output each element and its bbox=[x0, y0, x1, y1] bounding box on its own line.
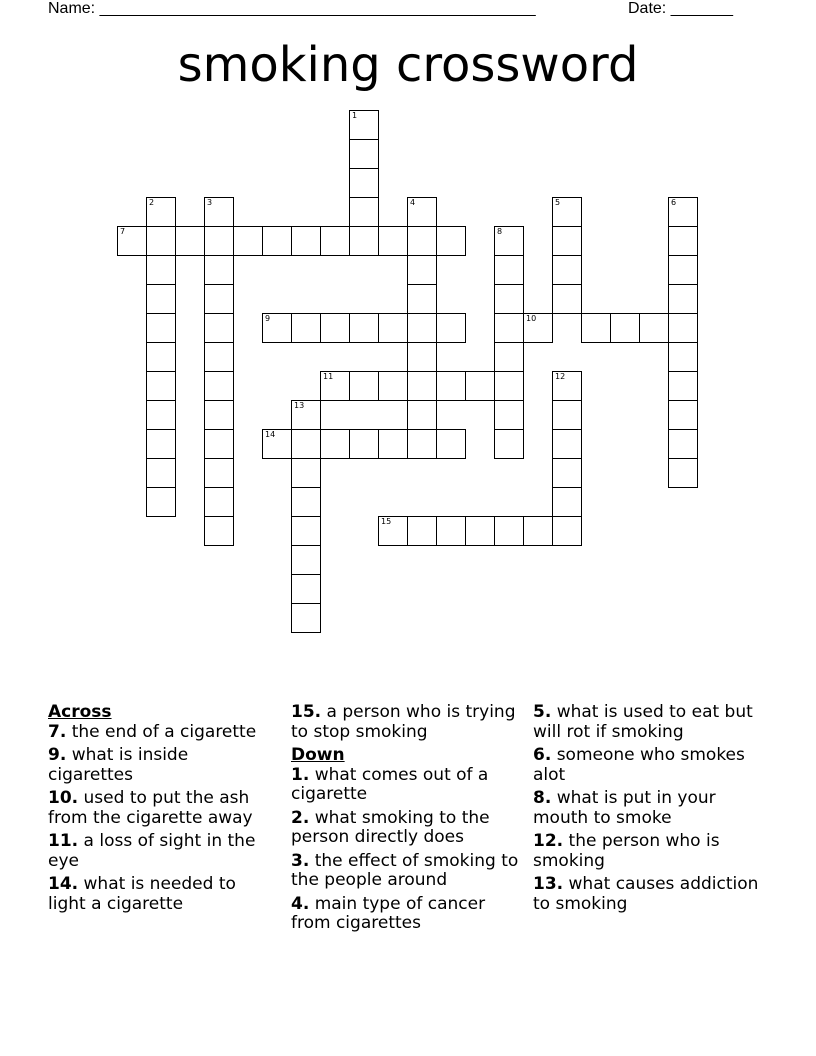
crossword-cell[interactable] bbox=[204, 429, 234, 459]
clue-text: what causes addiction to smoking bbox=[533, 874, 759, 914]
crossword-cell[interactable] bbox=[291, 516, 321, 546]
crossword-cell[interactable] bbox=[378, 313, 408, 343]
crossword-cell[interactable] bbox=[494, 342, 524, 372]
date-label: Date: bbox=[628, 0, 667, 17]
crossword-cell[interactable] bbox=[204, 516, 234, 546]
crossword-cell[interactable] bbox=[204, 197, 234, 227]
crossword-cell[interactable] bbox=[349, 197, 379, 227]
crossword-cell[interactable] bbox=[407, 284, 437, 314]
crossword-cell[interactable] bbox=[204, 313, 234, 343]
crossword-cell[interactable] bbox=[378, 516, 408, 546]
crossword-cell[interactable] bbox=[407, 197, 437, 227]
crossword-cell[interactable] bbox=[494, 284, 524, 314]
clue-text: used to put the ash from the cigarette away bbox=[48, 788, 253, 828]
clue-number-label: 10. bbox=[48, 788, 79, 808]
crossword-cell[interactable] bbox=[378, 429, 408, 459]
crossword-cell[interactable] bbox=[436, 313, 466, 343]
crossword-cell[interactable] bbox=[552, 284, 582, 314]
crossword-cell[interactable] bbox=[552, 458, 582, 488]
crossword-cell[interactable] bbox=[407, 342, 437, 372]
clue bbox=[533, 789, 763, 828]
clue-number-label: 9. bbox=[48, 745, 67, 765]
across-clue-list bbox=[48, 723, 278, 915]
crossword-cell[interactable] bbox=[523, 516, 553, 546]
name-line[interactable]: _________________________________________________ bbox=[99, 0, 536, 17]
clue-number-label: 5. bbox=[533, 702, 552, 722]
crossword-cell[interactable] bbox=[523, 313, 553, 343]
crossword-cell[interactable] bbox=[610, 313, 640, 343]
across-clue-list-cont bbox=[291, 703, 521, 742]
crossword-cell[interactable] bbox=[465, 371, 495, 401]
clue-text: the person who is smoking bbox=[533, 831, 720, 871]
crossword-cell[interactable] bbox=[204, 371, 234, 401]
crossword-cell[interactable] bbox=[494, 429, 524, 459]
crossword-cell[interactable] bbox=[668, 371, 698, 401]
clue bbox=[291, 852, 521, 891]
crossword-cell[interactable] bbox=[204, 400, 234, 430]
clue bbox=[48, 789, 278, 828]
clue-number-label: 13. bbox=[533, 874, 564, 894]
crossword-cell[interactable] bbox=[349, 226, 379, 256]
clue-number: 4 bbox=[410, 198, 416, 207]
crossword-cell[interactable] bbox=[436, 226, 466, 256]
crossword-cell[interactable] bbox=[204, 284, 234, 314]
crossword-cell[interactable] bbox=[204, 458, 234, 488]
crossword-cell[interactable] bbox=[436, 429, 466, 459]
name-label: Name: bbox=[48, 0, 96, 17]
crossword-cell[interactable] bbox=[668, 400, 698, 430]
clue-number: 11 bbox=[323, 372, 334, 381]
clue bbox=[533, 703, 763, 742]
crossword-cell[interactable] bbox=[349, 371, 379, 401]
clue bbox=[48, 832, 278, 871]
crossword-cell[interactable] bbox=[552, 197, 582, 227]
crossword-cell[interactable] bbox=[146, 400, 176, 430]
clue-text: the effect of smoking to the people around bbox=[291, 850, 519, 890]
date-line[interactable]: _______ bbox=[670, 0, 733, 17]
crossword-cell[interactable] bbox=[378, 226, 408, 256]
clue-number-label: 7. bbox=[48, 721, 67, 742]
page-title: smoking crossword bbox=[177, 37, 639, 93]
clue-number: 7 bbox=[120, 227, 126, 236]
clue-text: someone who smokes alot bbox=[533, 745, 745, 785]
crossword-cell[interactable] bbox=[146, 313, 176, 343]
across-heading: Across bbox=[48, 702, 112, 722]
clue bbox=[291, 895, 521, 934]
crossword-cell[interactable] bbox=[146, 487, 176, 517]
crossword-cell[interactable] bbox=[436, 516, 466, 546]
crossword-cell[interactable] bbox=[407, 516, 437, 546]
crossword-cell[interactable] bbox=[291, 226, 321, 256]
clue-number-label: 4. bbox=[291, 893, 310, 914]
crossword-cell[interactable] bbox=[465, 516, 495, 546]
crossword-cell[interactable] bbox=[494, 516, 524, 546]
clue-number-label: 2. bbox=[291, 807, 310, 828]
crossword-cell[interactable] bbox=[436, 371, 466, 401]
crossword-cell[interactable] bbox=[146, 429, 176, 459]
crossword-cell[interactable] bbox=[204, 255, 234, 285]
crossword-cell[interactable] bbox=[407, 371, 437, 401]
clue bbox=[291, 703, 521, 742]
crossword-cell[interactable] bbox=[349, 168, 379, 198]
crossword-cell[interactable] bbox=[668, 284, 698, 314]
clue-number: 12 bbox=[555, 372, 566, 381]
crossword-cell[interactable] bbox=[639, 313, 669, 343]
clue-text: what is inside cigarettes bbox=[48, 745, 189, 785]
crossword-cell[interactable] bbox=[146, 284, 176, 314]
clue-number-label: 6. bbox=[533, 745, 552, 765]
crossword-cell[interactable] bbox=[552, 516, 582, 546]
clue-number: 3 bbox=[207, 198, 213, 207]
crossword-cell[interactable] bbox=[233, 226, 263, 256]
clue-number-label: 11. bbox=[48, 831, 79, 851]
crossword-cell[interactable] bbox=[320, 226, 350, 256]
clue bbox=[533, 832, 763, 871]
clue-text: what is put in your mouth to smoke bbox=[533, 788, 716, 828]
clue-number: 2 bbox=[149, 198, 155, 207]
crossword-cell[interactable] bbox=[407, 313, 437, 343]
crossword-cell[interactable] bbox=[117, 226, 147, 256]
clue-number: 14 bbox=[265, 430, 276, 439]
clue-number: 6 bbox=[671, 198, 677, 207]
crossword-cell[interactable] bbox=[668, 255, 698, 285]
clues-column-3 bbox=[533, 703, 763, 918]
crossword-cell[interactable] bbox=[668, 458, 698, 488]
crossword-cell[interactable] bbox=[146, 458, 176, 488]
clue-text: what smoking to the person directly does bbox=[291, 807, 490, 847]
crossword-cell[interactable] bbox=[378, 371, 408, 401]
clue-number-label: 3. bbox=[291, 850, 310, 871]
crossword-cell[interactable] bbox=[668, 313, 698, 343]
clue bbox=[291, 809, 521, 848]
clues-column-2 bbox=[291, 703, 521, 938]
clue bbox=[533, 875, 763, 914]
crossword-cell[interactable] bbox=[668, 226, 698, 256]
crossword-cell[interactable] bbox=[668, 429, 698, 459]
crossword-cell[interactable] bbox=[552, 400, 582, 430]
crossword-cell[interactable] bbox=[291, 603, 321, 633]
crossword-cell[interactable] bbox=[291, 400, 321, 430]
crossword-cell[interactable] bbox=[204, 487, 234, 517]
clue-text: a loss of sight in the eye bbox=[48, 831, 256, 871]
crossword-cell[interactable] bbox=[349, 139, 379, 169]
crossword-cell[interactable] bbox=[349, 429, 379, 459]
crossword-cell[interactable] bbox=[668, 197, 698, 227]
clue-number-label: 8. bbox=[533, 788, 552, 808]
clue-text: a person who is trying to stop smoking bbox=[291, 702, 516, 742]
clue-number: 9 bbox=[265, 314, 271, 323]
crossword-cell[interactable] bbox=[349, 110, 379, 140]
crossword-cell[interactable] bbox=[146, 255, 176, 285]
crossword-cell[interactable] bbox=[407, 255, 437, 285]
crossword-cell[interactable] bbox=[175, 226, 205, 256]
clue bbox=[533, 746, 763, 785]
crossword-cell[interactable] bbox=[291, 313, 321, 343]
crossword-cell[interactable] bbox=[204, 342, 234, 372]
crossword-cell[interactable] bbox=[494, 313, 524, 343]
crossword-cell[interactable] bbox=[320, 429, 350, 459]
clue bbox=[48, 746, 278, 785]
crossword-cell[interactable] bbox=[552, 226, 582, 256]
crossword-cell[interactable] bbox=[146, 342, 176, 372]
crossword-cell[interactable] bbox=[146, 197, 176, 227]
clue-number-label: 12. bbox=[533, 831, 564, 851]
crossword-cell[interactable] bbox=[320, 371, 350, 401]
down-clue-list-cont bbox=[533, 703, 763, 914]
down-heading: Down bbox=[291, 745, 345, 765]
clue bbox=[48, 875, 278, 914]
clue-number-label: 15. bbox=[291, 702, 322, 722]
crossword-cell[interactable] bbox=[407, 400, 437, 430]
crossword-cell[interactable] bbox=[291, 574, 321, 604]
crossword-cell[interactable] bbox=[494, 255, 524, 285]
crossword-cell[interactable] bbox=[494, 226, 524, 256]
clue-number-label: 1. bbox=[291, 764, 310, 785]
crossword-cell[interactable] bbox=[668, 342, 698, 372]
clue bbox=[48, 723, 278, 743]
down-clue-list bbox=[291, 766, 521, 934]
crossword-cell[interactable] bbox=[494, 371, 524, 401]
clue-number: 8 bbox=[497, 227, 503, 236]
crossword-cell[interactable] bbox=[146, 371, 176, 401]
clue-text: what comes out of a cigarette bbox=[291, 764, 489, 804]
clue-number: 1 bbox=[352, 111, 358, 120]
crossword-cell[interactable] bbox=[552, 487, 582, 517]
clue-number: 13 bbox=[294, 401, 305, 410]
crossword-cell[interactable] bbox=[262, 226, 292, 256]
crossword-cell[interactable] bbox=[204, 226, 234, 256]
clue-text: what is needed to light a cigarette bbox=[48, 874, 236, 914]
crossword-cell[interactable] bbox=[581, 313, 611, 343]
clue-number: 15 bbox=[381, 517, 392, 526]
crossword-cell[interactable] bbox=[407, 226, 437, 256]
crossword-cell[interactable] bbox=[552, 371, 582, 401]
clue-number-label: 14. bbox=[48, 874, 79, 894]
clue-text: the end of a cigarette bbox=[66, 721, 257, 742]
clue bbox=[291, 766, 521, 805]
crossword-cell[interactable] bbox=[552, 255, 582, 285]
crossword-cell[interactable] bbox=[262, 429, 292, 459]
crossword-cell[interactable] bbox=[291, 429, 321, 459]
crossword-cell[interactable] bbox=[494, 400, 524, 430]
clue-text: what is used to eat but will rot if smoking bbox=[533, 702, 753, 742]
crossword-cell[interactable] bbox=[407, 429, 437, 459]
crossword-cell[interactable] bbox=[552, 429, 582, 459]
crossword-cell[interactable] bbox=[349, 313, 379, 343]
crossword-cell[interactable] bbox=[291, 458, 321, 488]
clues-column-1 bbox=[48, 703, 278, 918]
crossword-cell[interactable] bbox=[146, 226, 176, 256]
crossword-cell[interactable] bbox=[262, 313, 292, 343]
crossword-cell[interactable] bbox=[320, 313, 350, 343]
clue-number: 5 bbox=[555, 198, 561, 207]
clue-number: 10 bbox=[526, 314, 537, 323]
clue-text: main type of cancer from cigarettes bbox=[291, 893, 486, 933]
crossword-cell[interactable] bbox=[291, 487, 321, 517]
crossword-cell[interactable] bbox=[291, 545, 321, 575]
